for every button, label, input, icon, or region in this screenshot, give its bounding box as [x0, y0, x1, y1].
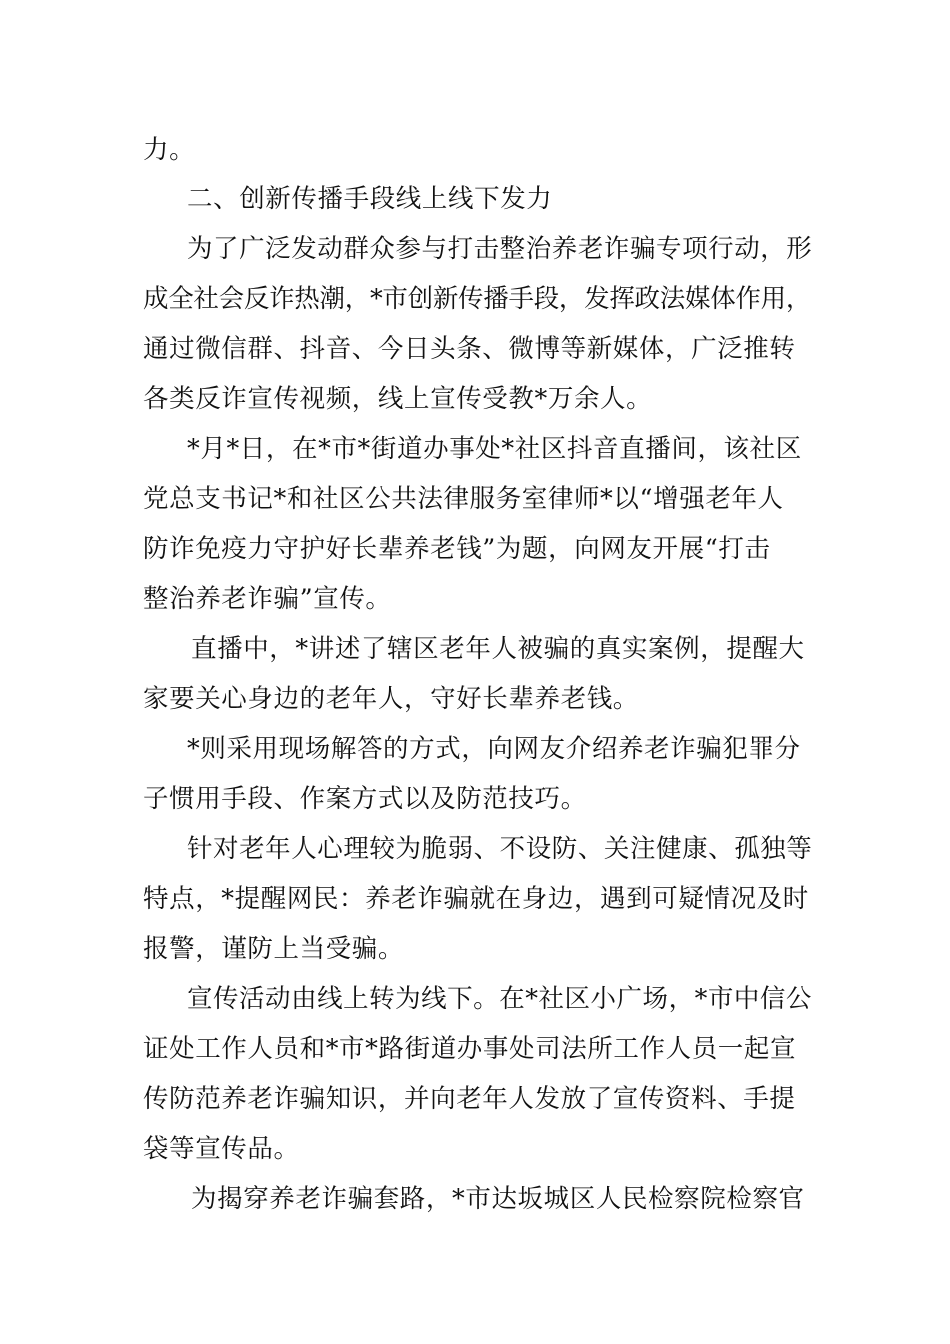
text-line: 传防范养老诈骗知识，并向老年人发放了宣传资料、手提 — [143, 1084, 796, 1114]
text-line: 力。 — [143, 135, 196, 165]
text-line: 针对老年人心理较为脆弱、不设防、关注健康、孤独等 — [187, 834, 813, 864]
text-line: *则采用现场解答的方式，向网友介绍养老诈骗犯罪分 — [187, 734, 801, 764]
text-line: 直播中，*讲述了辖区老年人被骗的真实案例，提醒大 — [191, 634, 805, 664]
text-line: 通过微信群、抖音、今日头条、微博等新媒体，广泛推转 — [143, 334, 796, 364]
text-line: 成全社会反诈热潮，*市创新传播手段，发挥政法媒体作用， — [143, 284, 812, 314]
text-line: 宣传活动由线上转为线下。在*社区小广场，*市中信公 — [187, 984, 812, 1014]
text-line: 为揭穿养老诈骗套路，*市达坂城区人民检察院检察官 — [191, 1184, 805, 1214]
text-line: 整治养老诈骗”宣传。 — [143, 584, 392, 614]
text-line: 报警，谨防上当受骗。 — [143, 934, 405, 964]
text-line: 子惯用手段、作案方式以及防范技巧。 — [143, 784, 587, 814]
section-heading: 二、创新传播手段线上线下发力 — [187, 184, 553, 214]
text-line: 党总支书记*和社区公共法律服务室律师*以“增强老年人 — [143, 484, 784, 514]
text-line: 特点，*提醒网民：养老诈骗就在身边，遇到可疑情况及时 — [143, 884, 809, 914]
text-line: 各类反诈宣传视频，线上宣传受教*万余人。 — [143, 384, 653, 414]
text-line: 家要关心身边的老年人，守好长辈养老钱。 — [143, 684, 639, 714]
text-line: 袋等宣传品。 — [143, 1134, 300, 1164]
text-line: 证处工作人员和*市*路街道办事处司法所工作人员一起宣 — [143, 1034, 797, 1064]
text-line: 防诈免疫力守护好长辈养老钱”为题，向网友开展“打击 — [143, 534, 771, 564]
text-line: 为了广泛发动群众参与打击整治养老诈骗专项行动，形 — [187, 234, 813, 264]
text-line: *月*日，在*市*街道办事处*社区抖音直播间，该社区 — [187, 434, 802, 464]
